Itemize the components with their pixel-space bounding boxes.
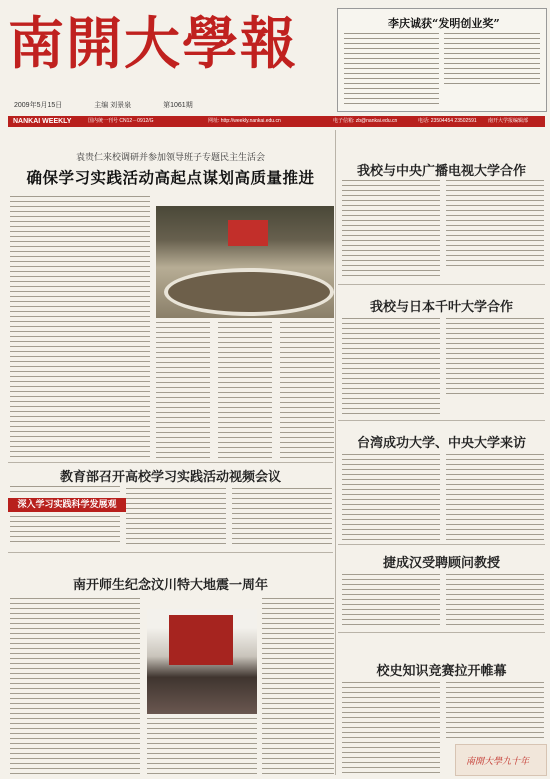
taiwan-headline: 台湾成功大学、中央大学来访 xyxy=(356,436,526,451)
column-divider xyxy=(335,130,336,775)
chiba-body-2 xyxy=(446,318,544,398)
lead-body-text xyxy=(10,196,150,458)
campaign-tab: 深入学习实践科学发展观 xyxy=(8,498,126,512)
top-news-body-2 xyxy=(444,33,540,85)
wenchuan-body-3 xyxy=(262,598,334,774)
cctv-body-2 xyxy=(446,180,544,270)
masthead xyxy=(8,10,328,105)
top-news-headline: 李庆诚获“发明创业奖” xyxy=(388,17,500,30)
moe-body-4 xyxy=(232,488,332,546)
email[interactable]: 电子信箱: zb@nankai.edu.cn xyxy=(333,118,398,124)
cctv-body xyxy=(342,180,440,280)
lead-body-col-c xyxy=(280,322,334,458)
chiba-headline: 我校与日本千叶大学合作 xyxy=(369,300,513,315)
moe-body xyxy=(10,486,120,496)
divider-r4 xyxy=(338,632,545,633)
lead-subtitle: 袁贵仁来校调研并参加领导班子专题民主生活会 xyxy=(75,153,265,163)
lead-body-col-a xyxy=(156,322,210,458)
lead-body-col-b xyxy=(218,322,272,458)
cctv-headline: 我校与中央广播电视大学合作 xyxy=(356,164,526,179)
brand-label: NANKAI WEEKLY xyxy=(10,116,74,127)
issue-editor: 主编 刘景泉 xyxy=(94,102,132,109)
hire-body-2 xyxy=(446,574,544,626)
moe-body-2 xyxy=(10,516,120,546)
wenchuan-body-2 xyxy=(147,718,257,774)
divider-h1 xyxy=(8,462,333,463)
divider-r2 xyxy=(338,420,545,421)
publisher: 南开大学报编辑部 xyxy=(488,118,529,124)
issue-date: 2009年5月15日 xyxy=(14,102,63,109)
website[interactable]: 网址: http://weekly.nankai.edu.cn xyxy=(208,118,281,124)
memorial-photo xyxy=(147,609,257,714)
quiz-body-2 xyxy=(446,682,544,740)
top-news-body xyxy=(344,33,439,105)
issue-row xyxy=(14,100,324,110)
quiz-body xyxy=(342,682,440,774)
issue-number: 第1061期 xyxy=(163,102,193,109)
telephone: 电话: 23504454 23502591 xyxy=(418,118,477,124)
divider-r3 xyxy=(338,544,545,545)
conference-table xyxy=(164,268,334,316)
moe-headline: 教育部召开高校学习实践活动视频会议 xyxy=(59,470,281,485)
hire-body xyxy=(342,574,440,626)
info-bar xyxy=(8,116,545,127)
top-news-box xyxy=(337,8,547,112)
wenchuan-headline: 南开师生纪念汶川特大地震一周年 xyxy=(72,578,268,593)
chiba-body xyxy=(342,318,440,416)
anniversary-stamp xyxy=(455,744,547,776)
meeting-banner xyxy=(228,220,268,246)
divider-h2 xyxy=(8,552,333,553)
moe-body-3 xyxy=(126,488,226,546)
anniversary-stamp-text: 南開大學九十年 xyxy=(466,757,530,767)
wenchuan-body xyxy=(10,598,140,774)
cn-code: 国内统一刊号 CN12－0912/G xyxy=(88,118,154,124)
lead-headline: 确保学习实践活动高起点谋划高质量推进 xyxy=(26,168,315,187)
taiwan-body xyxy=(342,454,440,540)
quiz-headline: 校史知识竞赛拉开帷幕 xyxy=(376,664,507,679)
divider-r1 xyxy=(338,284,545,285)
masthead-title: 南開大學報 xyxy=(8,11,298,77)
taiwan-body-2 xyxy=(446,454,544,540)
hire-headline: 捷成汉受聘顾问教授 xyxy=(382,556,500,571)
memorial-poster xyxy=(169,615,233,665)
meeting-photo xyxy=(156,206,334,318)
